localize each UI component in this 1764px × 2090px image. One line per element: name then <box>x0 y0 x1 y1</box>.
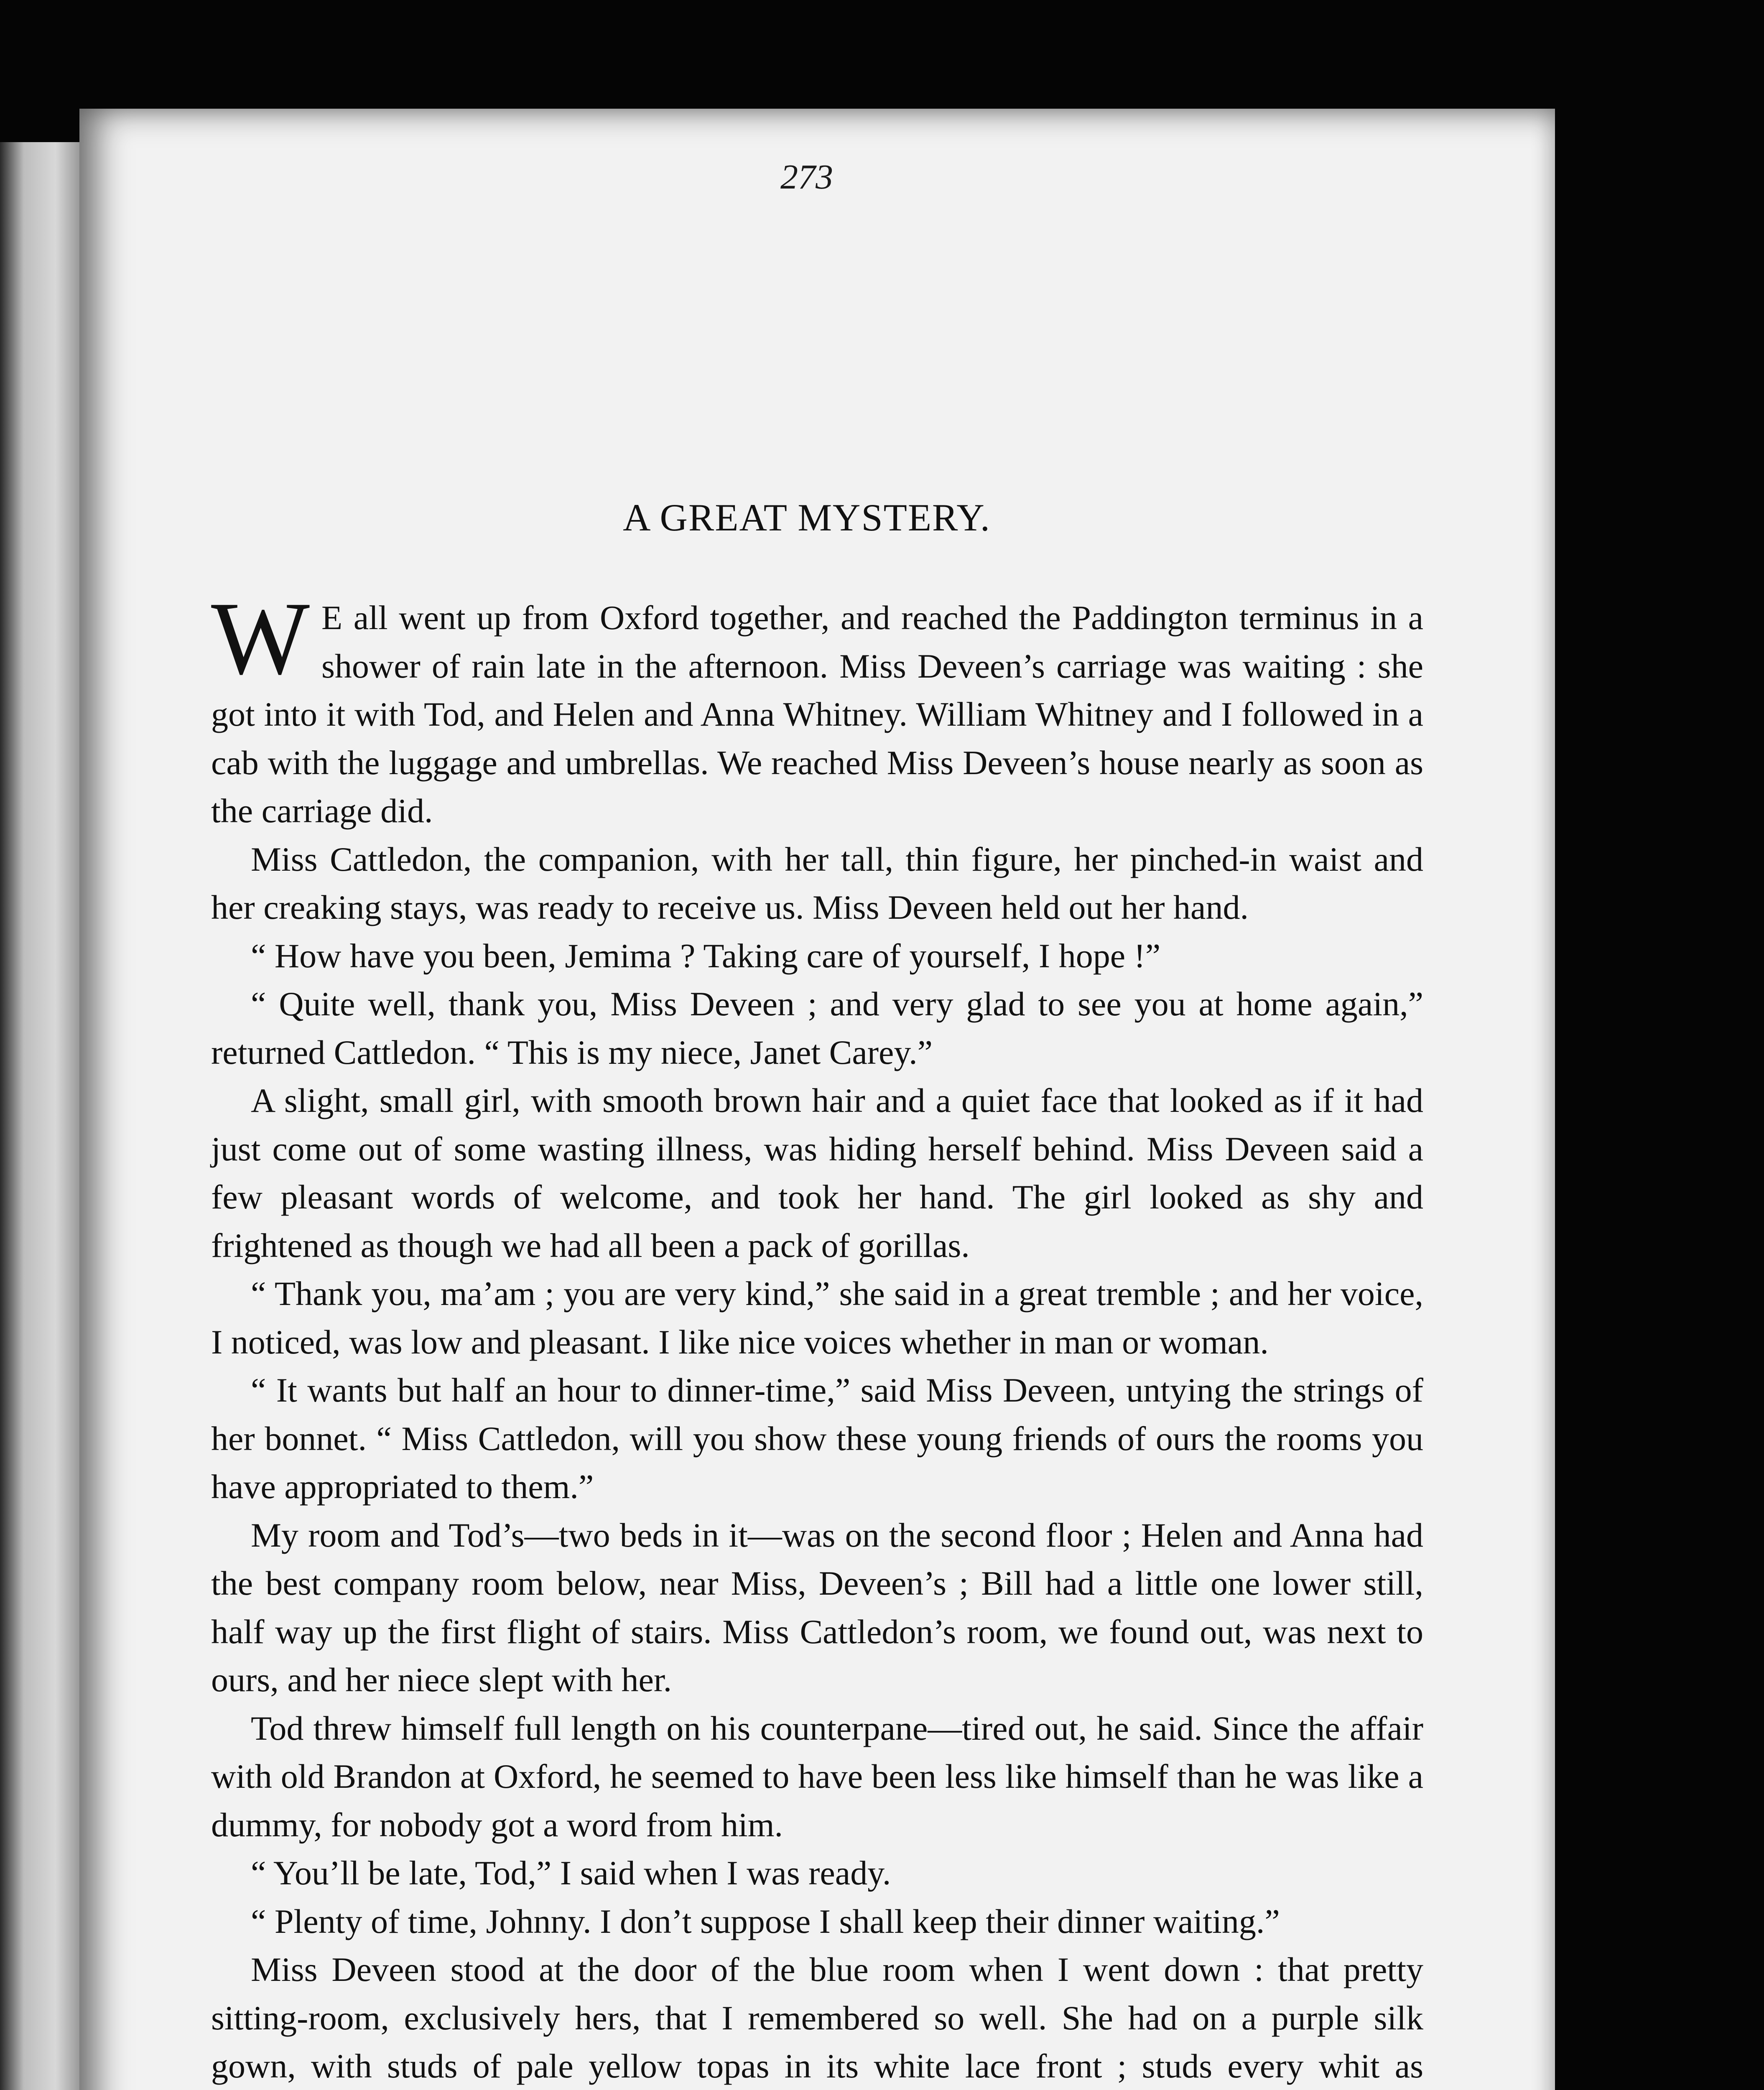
drop-cap: W <box>211 581 310 696</box>
paragraph: Miss Deveen stood at the door of the blue room when I went down : that pretty sitting-room, exclusively hers, that I remembered so well. She had on a purple silk gown, with studs of pale yellow topas in its white lace front ; studs every whit as <box>211 1950 1423 2085</box>
paragraph: “ You’ll be late, Tod,” I said when I was ready. <box>251 1854 891 1892</box>
page-number: 273 <box>780 158 833 196</box>
previous-page-edge <box>0 142 82 2090</box>
paragraph: My room and Tod’s—two beds in it—was on the second floor ; Helen and Anna had the best company room below, near Miss, Deveen’s ; Bill had a little one lower still, half way up the first flight of stairs. Miss Cattledon’s room, we found out, was next to ours, and her niece slept with her. <box>211 1516 1423 1699</box>
paragraph: Tod threw himself full length on his counterpane—tired out, he said. Since the affair with old Brandon at Oxford, he seemed to have been less like himself than he was like a dummy, for nobody got a word from him. <box>211 1709 1423 1844</box>
chapter-title: A GREAT MYSTERY. <box>623 496 991 539</box>
paragraph: “ Quite well, thank you, Miss Deveen ; and very glad to see you at home again,” returned Cattledon. “ This is my niece, Janet Carey.” <box>211 985 1423 1071</box>
body-text <box>211 581 1423 2090</box>
paragraph-1 <box>211 581 1423 835</box>
paragraph: Miss Cattledon, the companion, with her tall, thin figure, her pinched-in waist and her creaking stays, was ready to receive us. Miss Deveen held out her hand. <box>211 840 1423 926</box>
paragraph: “ How have you been, Jemima ? Taking care of yourself, I hope !” <box>251 936 1161 975</box>
paragraph: A slight, small girl, with smooth brown hair and a quiet face that looked as if it had just come out of some wasting illness, was hiding herself behind. Miss Deveen said a few pleasant words of welcome, and took her hand. The girl looked as shy and frightened as though we had all been a pack of gorillas. <box>211 1081 1423 1264</box>
paragraph: “ Thank you, ma’am ; you are very kind,” she said in a great tremble ; and her voice, I noticed, was low and pleasant. I like nice voices whether in man or woman. <box>211 1274 1423 1361</box>
paragraph: “ It wants but half an hour to dinner-time,” said Miss Deveen, untying the strings of her bonnet. “ Miss Cattledon, will you show these young friends of ours the rooms you have appropriated to them.” <box>211 1371 1423 1506</box>
paragraph: “ Plenty of time, Johnny. I don’t suppose I shall keep their dinner waiting.” <box>251 1902 1280 1940</box>
first-paragraph-text: E all went up from Oxford together, and reached the Paddington terminus in a shower of rain late in the afternoon. Miss Deveen’s carriage was waiting : she got into it with Tod, and Helen and Anna Whitney. William Whitney and I followed in a cab with the luggage and umbrellas. We reached Miss Deveen’s house nearly as soon as the carriage did. <box>211 599 1423 830</box>
